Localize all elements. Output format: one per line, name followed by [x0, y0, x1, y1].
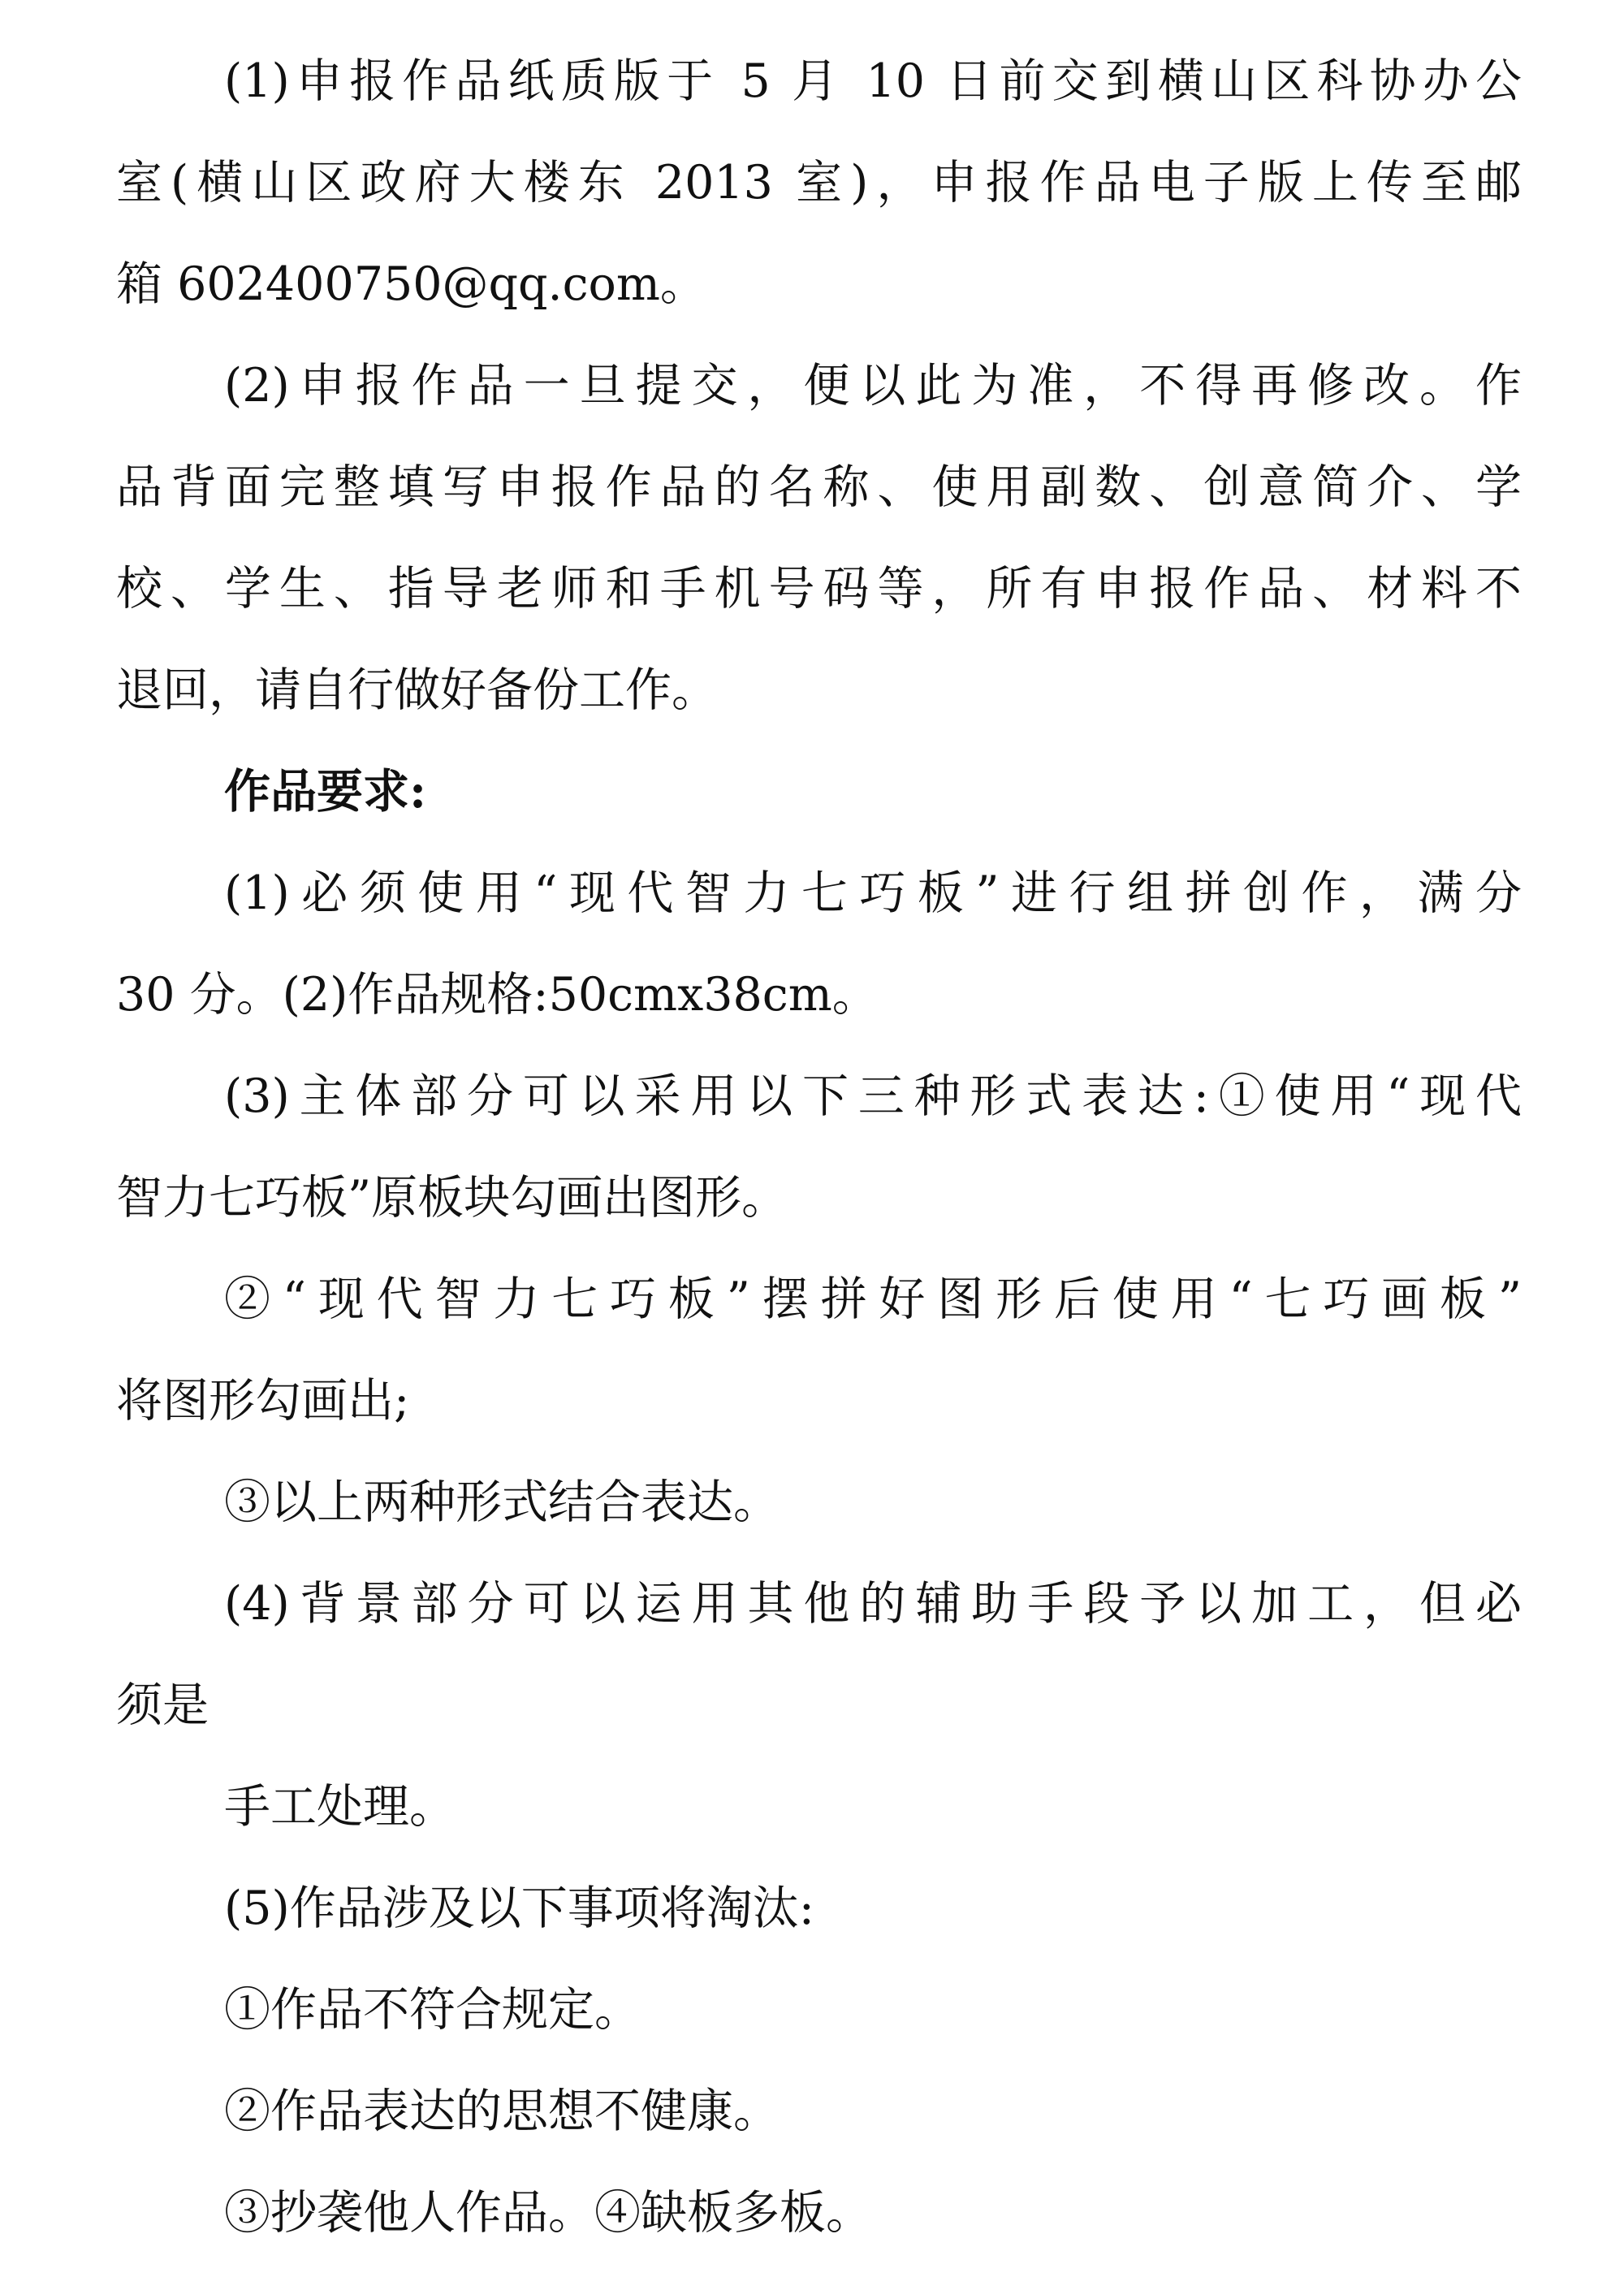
text-line-13: ②“现代智力七巧板”摆拼好图形后使用“七巧画板”	[224, 1272, 1522, 1326]
text-line-19: (5)作品涉及以下事项将淘汰:	[224, 1882, 814, 1935]
text-line-16: (4)背景部分可以运用其他的辅助手段予以加工，但必	[224, 1577, 1522, 1631]
text-line-9: (1)必须使用“现代智力七巧板”进行组拼创作，满分	[224, 866, 1522, 920]
text-line-20: ①作品不符合规定。	[224, 1983, 641, 2037]
text-line-5: 品背面完整填写申报作品的名称、使用副数、创意简介、学	[116, 460, 1522, 514]
text-line-18: 手工处理。	[224, 1780, 456, 1834]
text-line-3: 箱 602400750@qq.com。	[116, 257, 706, 311]
text-line-21: ②作品表达的思想不健康。	[224, 2085, 780, 2138]
text-line-6: 校、学生、指导老师和手机号码等，所有申报作品、材料不	[116, 562, 1522, 616]
section-heading: 作品要求:	[224, 764, 427, 819]
text-line-15: ③以上两种形式结合表达。	[224, 1476, 780, 1529]
text-line-14: 将图形勾画出;	[116, 1374, 410, 1428]
text-line-17: 须是	[116, 1679, 209, 1732]
text-line-10: 30 分。(2)作品规格:50cmx38cm。	[116, 968, 879, 1022]
text-line-12: 智力七巧板”原板块勾画出图形。	[116, 1171, 788, 1225]
text-line-4: (2)申报作品一旦提交，便以此为准，不得再修改。作	[224, 359, 1522, 413]
text-line-11: (3)主体部分可以采用以下三种形式表达:①使用“现代	[224, 1069, 1522, 1123]
text-line-22: ③抄袭他人作品。④缺板多板。	[224, 2186, 872, 2240]
text-line-7: 退回，请自行做好备份工作。	[116, 663, 718, 717]
text-line-2: 室(横山区政府大楼东 2013 室)，申报作品电子版上传至邮	[116, 156, 1522, 210]
text-line-1: (1)申报作品纸质版于 5 月 10 日前交到横山区科协办公	[224, 54, 1522, 108]
